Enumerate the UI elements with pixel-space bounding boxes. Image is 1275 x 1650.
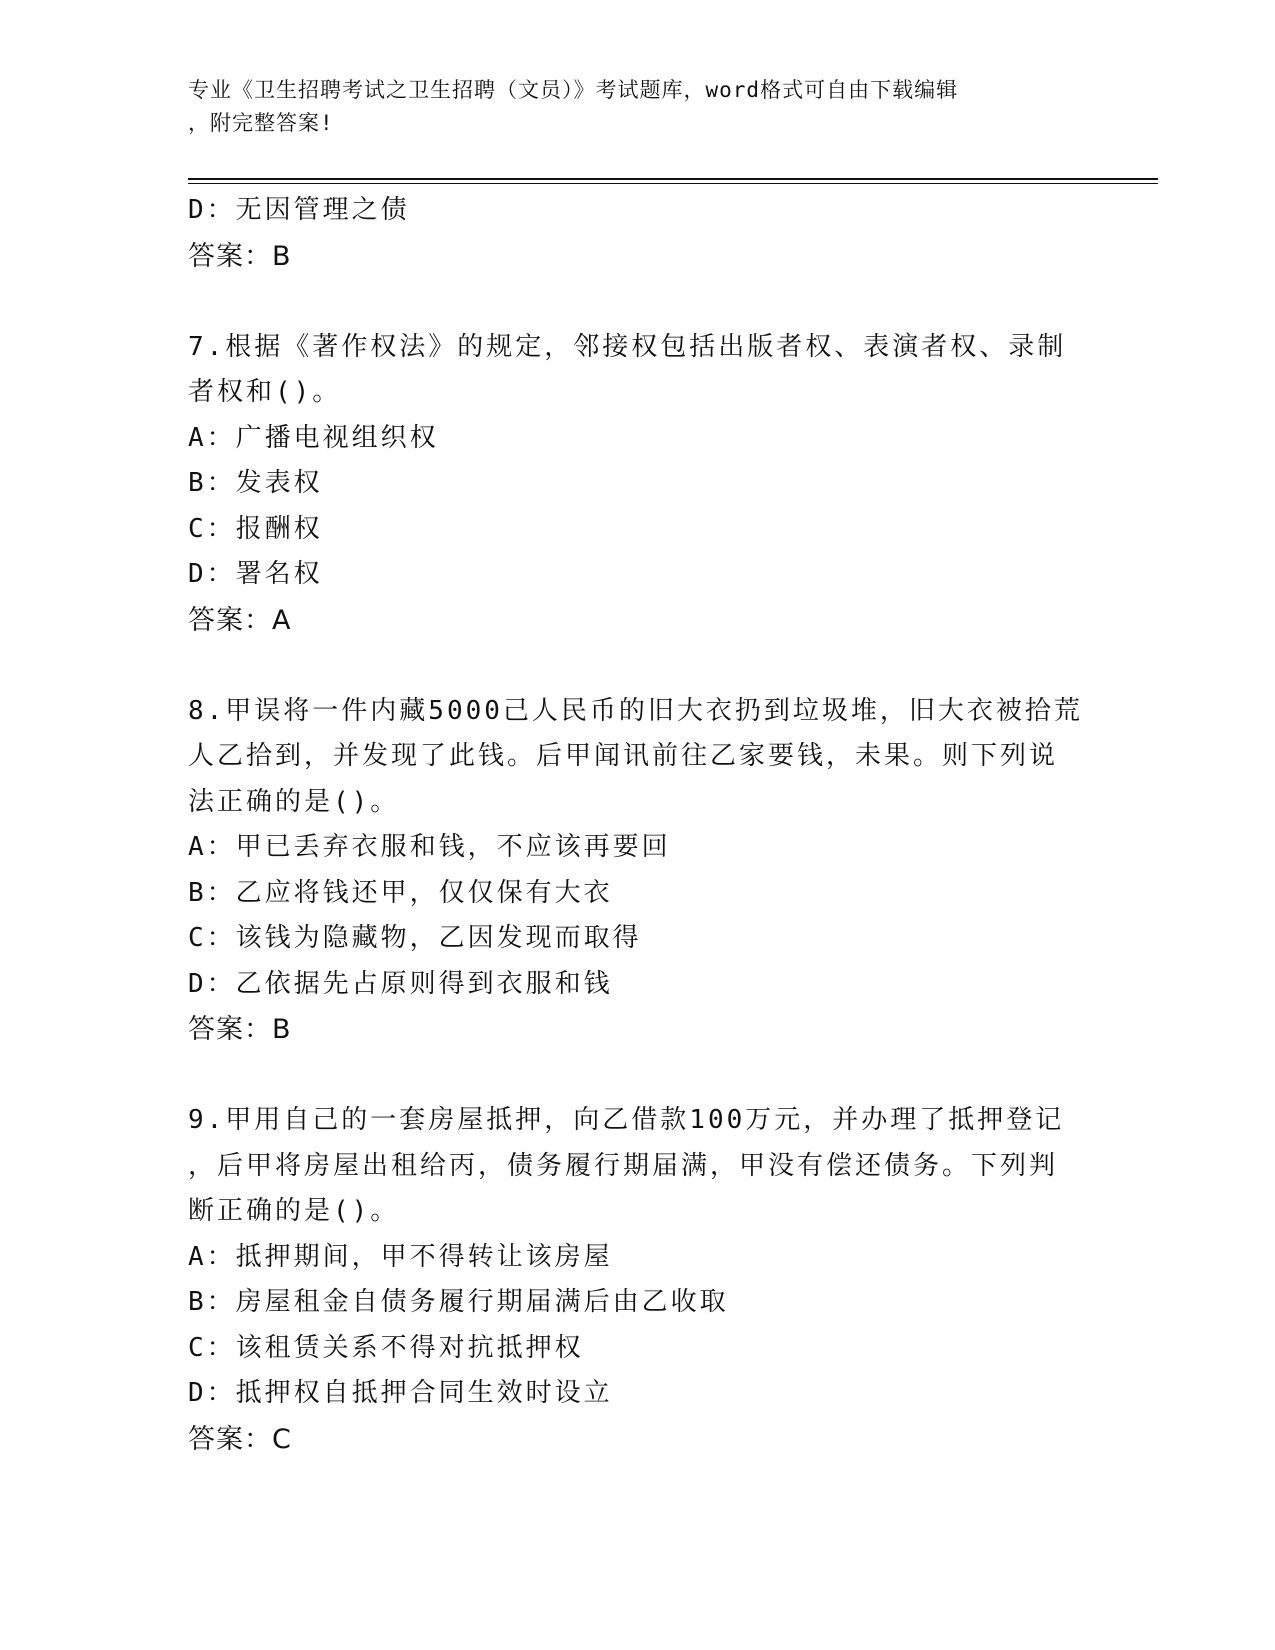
option-b: B：发表权 bbox=[188, 468, 323, 498]
spacer bbox=[188, 279, 1088, 325]
question-content bbox=[188, 188, 1088, 1462]
option-c: C：该钱为隐藏物，乙因发现而取得 bbox=[188, 923, 642, 953]
document-header bbox=[188, 74, 1068, 140]
answer: 答案：B bbox=[188, 1014, 292, 1045]
question-text-line: 8.甲误将一件内藏5000己人民币的旧大衣扔到垃圾堆，旧大衣被拾荒 bbox=[188, 695, 1083, 726]
option-d: D：抵押权自抵押合同生效时设立 bbox=[188, 1378, 613, 1408]
option-a: A：抵押期间，甲不得转让该房屋 bbox=[188, 1241, 613, 1272]
option-d: D：乙依据先占原则得到衣服和钱 bbox=[188, 968, 613, 999]
answer: 答案：C bbox=[188, 1423, 292, 1455]
question-text-line: ，后甲将房屋出租给丙，债务履行期届满，甲没有偿还债务。下列判 bbox=[188, 1150, 1059, 1181]
header-line-1: 专业《卫生招聘考试之卫生招聘（文员）》考试题库，word格式可自由下载编辑 bbox=[188, 78, 959, 102]
option-d: D：署名权 bbox=[188, 559, 323, 589]
prev-option-d: D：无因管理之债 bbox=[188, 195, 410, 225]
answer: 答案：A bbox=[188, 604, 292, 636]
question-text-line: 7.根据《著作权法》的规定，邻接权包括出版者权、表演者权、录制 bbox=[188, 331, 1067, 362]
option-c: C：报酬权 bbox=[188, 513, 323, 544]
question-9 bbox=[188, 1098, 1088, 1462]
question-text-line: 法正确的是()。 bbox=[188, 786, 400, 817]
header-line-2: ，附完整答案! bbox=[188, 111, 334, 135]
question-text-line: 人乙拾到，并发现了此钱。后甲闻讯前往乙家要钱，未果。则下列说 bbox=[188, 741, 1059, 771]
question-7 bbox=[188, 325, 1088, 644]
prev-answer: 答案：B bbox=[188, 240, 292, 272]
option-a: A：甲已丢弃衣服和钱，不应该再要回 bbox=[188, 832, 671, 862]
option-a: A：广播电视组织权 bbox=[188, 422, 439, 453]
header-divider-thick bbox=[188, 178, 1158, 180]
option-b: B：乙应将钱还甲，仅仅保有大衣 bbox=[188, 877, 613, 908]
question-text-line: 者权和()。 bbox=[188, 377, 342, 407]
option-b: B：房屋租金自债务履行期届满后由乙收取 bbox=[188, 1287, 729, 1317]
spacer bbox=[188, 643, 1088, 689]
question-text-line: 9.甲用自己的一套房屋抵押，向乙借款100万元，并办理了抵押登记 bbox=[188, 1105, 1065, 1135]
spacer bbox=[188, 1053, 1088, 1099]
question-8 bbox=[188, 689, 1088, 1053]
question-text-line: 断正确的是()。 bbox=[188, 1196, 400, 1226]
header-divider-thin bbox=[188, 183, 1158, 184]
option-c: C：该租赁关系不得对抗抵押权 bbox=[188, 1332, 584, 1363]
